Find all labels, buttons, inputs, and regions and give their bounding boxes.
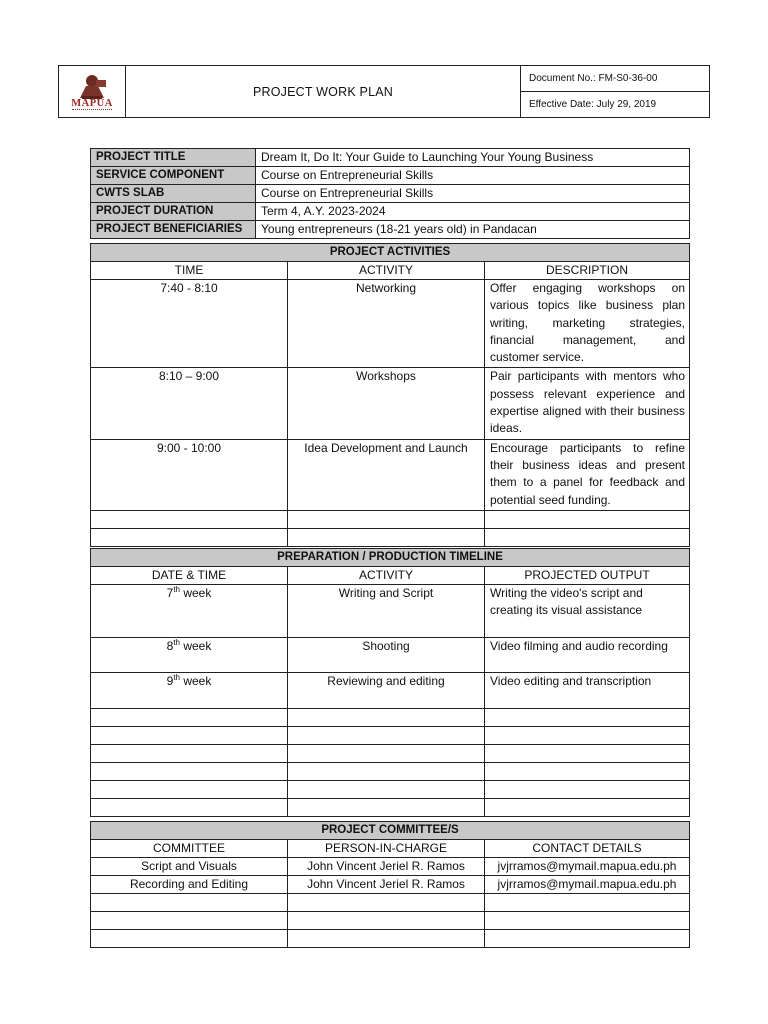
info-label: PROJECT BENEFICIARIES [91,221,256,239]
table-row [91,638,690,673]
info-value: Course on Entrepreneurial Skills [256,167,690,185]
info-label: PROJECT DURATION [91,203,256,221]
empty-row [91,727,690,745]
empty-row [91,781,690,799]
info-value: Term 4, A.Y. 2023-2024 [256,203,690,221]
activity-cell: Workshops [288,368,485,439]
university-logo [66,72,118,112]
empty-row [91,745,690,763]
info-label: CWTS SLAB [91,185,256,203]
time-cell: 7:40 - 8:10 [91,280,288,368]
project-info-table [90,148,690,239]
info-value: Course on Entrepreneurial Skills [256,185,690,203]
table-row [91,280,690,368]
section-title: PREPARATION / PRODUCTION TIMELINE [91,549,690,567]
timeline-table [90,548,690,817]
activity-cell: Idea Development and Launch [288,439,485,510]
ordinal-suffix: th [173,673,180,682]
document-number: Document No.: FM-S0-36-00 [521,66,710,92]
week-label: week [180,639,212,653]
description-cell: Encourage participants to refine their business ideas and present them to a panel for feedback and potential seed funding. [485,439,690,510]
column-header: DATE & TIME [91,567,288,585]
column-header: ACTIVITY [288,262,485,280]
ordinal-suffix: th [173,585,180,594]
week-number: 9 [166,674,174,688]
logo-wordmark: MAPÚA [71,97,113,109]
empty-row [91,799,690,817]
info-value: Dream It, Do It: Your Guide to Launching Your Young Business [256,149,690,167]
person-cell: John Vincent Jeriel R. Ramos [288,858,485,876]
activity-cell: Reviewing and editing [288,673,485,709]
logo-cell [59,66,126,118]
info-label: SERVICE COMPONENT [91,167,256,185]
output-cell: Video filming and audio recording [485,638,690,673]
table-row [91,858,690,876]
activity-cell: Shooting [288,638,485,673]
info-row [91,149,690,167]
empty-row [91,894,690,912]
week-label: week [180,586,212,600]
info-value: Young entrepreneurs (18-21 years old) in Pandacan [256,221,690,239]
document-header [58,65,710,118]
project-activities-table [90,243,690,547]
output-cell: Writing the video's script and creating its visual assistance [485,585,690,638]
info-row [91,167,690,185]
table-row [91,673,690,709]
empty-row [91,510,690,528]
info-row [91,185,690,203]
empty-row [91,709,690,727]
person-cell: John Vincent Jeriel R. Ramos [288,876,485,894]
column-header: DESCRIPTION [485,262,690,280]
empty-row [91,763,690,781]
week-cell [91,638,288,673]
activity-cell: Writing and Script [288,585,485,638]
empty-row [91,930,690,948]
info-row [91,221,690,239]
table-row [91,876,690,894]
section-title: PROJECT COMMITTEE/S [91,822,690,840]
column-header: TIME [91,262,288,280]
contact-cell: jvjrramos@mymail.mapua.edu.ph [485,876,690,894]
time-cell: 8:10 – 9:00 [91,368,288,439]
description-cell: Pair participants with mentors who possess relevant experience and expertise aligned with their business ideas. [485,368,690,439]
header-row [91,840,690,858]
logo-underline [72,109,112,112]
section-title: PROJECT ACTIVITIES [91,244,690,262]
week-cell [91,585,288,638]
week-label: week [180,674,212,688]
week-cell [91,673,288,709]
time-cell: 9:00 - 10:00 [91,439,288,510]
column-header: COMMITTEE [91,840,288,858]
info-row [91,203,690,221]
empty-row [91,528,690,546]
column-header: CONTACT DETAILS [485,840,690,858]
header-row [91,262,690,280]
table-row [91,368,690,439]
column-header: ACTIVITY [288,567,485,585]
effective-date: Effective Date: July 29, 2019 [521,92,710,118]
committee-cell: Recording and Editing [91,876,288,894]
week-number: 8 [166,639,174,653]
column-header: PERSON-IN-CHARGE [288,840,485,858]
output-cell: Video editing and transcription [485,673,690,709]
contact-cell: jvjrramos@mymail.mapua.edu.ph [485,858,690,876]
description-cell: Offer engaging workshops on various topics like business plan writing, marketing strategies, financial management, and customer service. [485,280,690,368]
empty-row [91,912,690,930]
activity-cell: Networking [288,280,485,368]
ordinal-suffix: th [173,638,180,647]
committee-cell: Script and Visuals [91,858,288,876]
committee-table [90,821,690,948]
column-header: PROJECTED OUTPUT [485,567,690,585]
page-title: PROJECT WORK PLAN [126,66,521,118]
table-row [91,439,690,510]
week-number: 7 [166,586,174,600]
table-row [91,585,690,638]
info-label: PROJECT TITLE [91,149,256,167]
header-row [91,567,690,585]
